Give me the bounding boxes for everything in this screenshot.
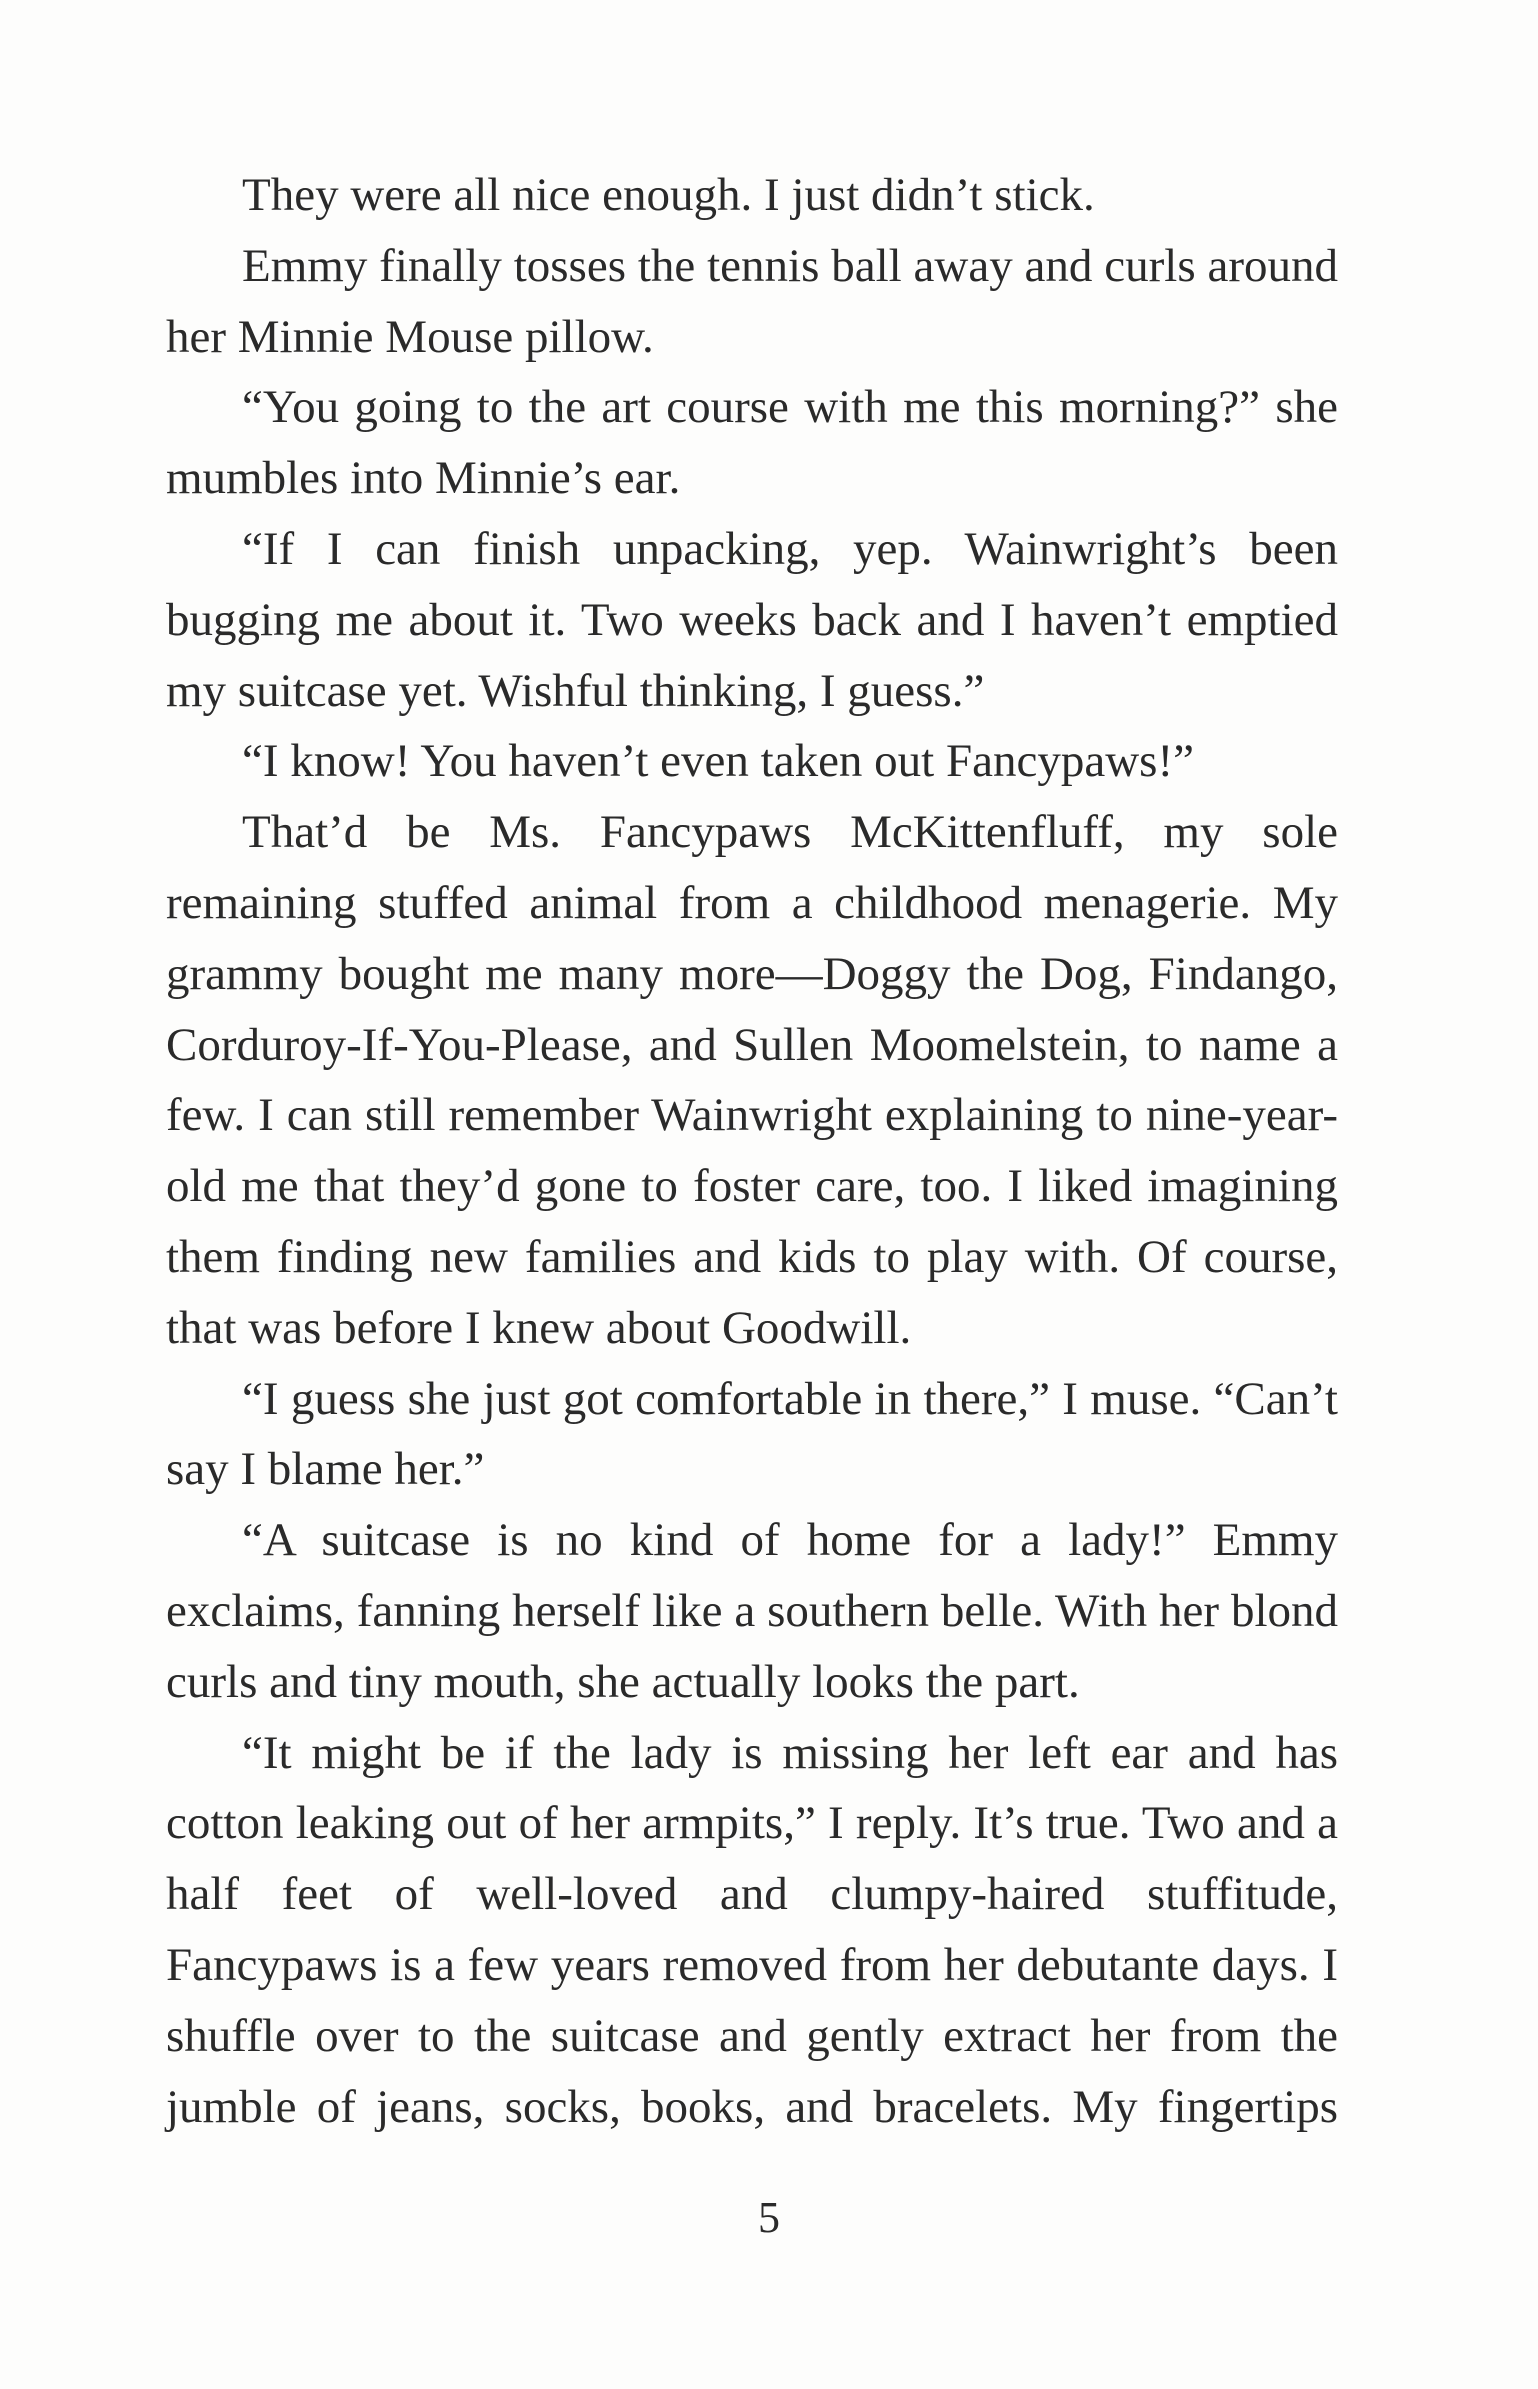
paragraph: “I guess she just got comfortable in there,” I muse. “Can’t say I blame her.” (166, 1372, 1338, 1496)
page-number: 5 (758, 2193, 780, 2242)
body-text (166, 160, 1338, 2142)
paragraph: “It might be if the lady is missing her left ear and has cotton leaking out of her armpits,” I reply. It’s true. Two and a half feet of well-loved and clumpy-haired stuffitude, Fancypaws is a few years removed from her debutante days. I shuffle over to the suitcase and gently extract her from the jumble of jeans, socks, books, and bracelets. My fingertips (166, 1726, 1338, 2133)
paragraph: “You going to the art course with me this morning?” she mumbles into Minnie’s ear. (166, 381, 1338, 505)
paragraph: Emmy finally tosses the tennis ball away and curls around her Minnie Mouse pillow. (166, 239, 1338, 363)
paragraph: “A suitcase is no kind of home for a lady!” Emmy exclaims, fanning herself like a southern belle. With her blond curls and tiny mouth, she actually looks the part. (166, 1514, 1338, 1708)
paragraph: They were all nice enough. I just didn’t stick. (242, 169, 1095, 221)
paragraph: “If I can finish unpacking, yep. Wainwright’s been bugging me about it. Two weeks back and I haven’t emptied my suitcase yet. Wishful thinking, I guess.” (166, 522, 1338, 717)
paragraph: That’d be Ms. Fancypaws McKittenfluff, my sole remaining stuffed animal from a childhood menagerie. My grammy bought me many more—Doggy the Dog, Findango, Corduroy-If-You-Please, and Sullen Moomelstein, to name a few. I can still remember Wainwright explaining to nine-year-old me that they’d gone to foster care, too. I liked imagining them finding new families and kids to play with. Of course, that was before I knew about Goodwill. (166, 806, 1338, 1354)
paragraph: “I know! You haven’t even taken out Fancypaws!” (242, 735, 1194, 788)
